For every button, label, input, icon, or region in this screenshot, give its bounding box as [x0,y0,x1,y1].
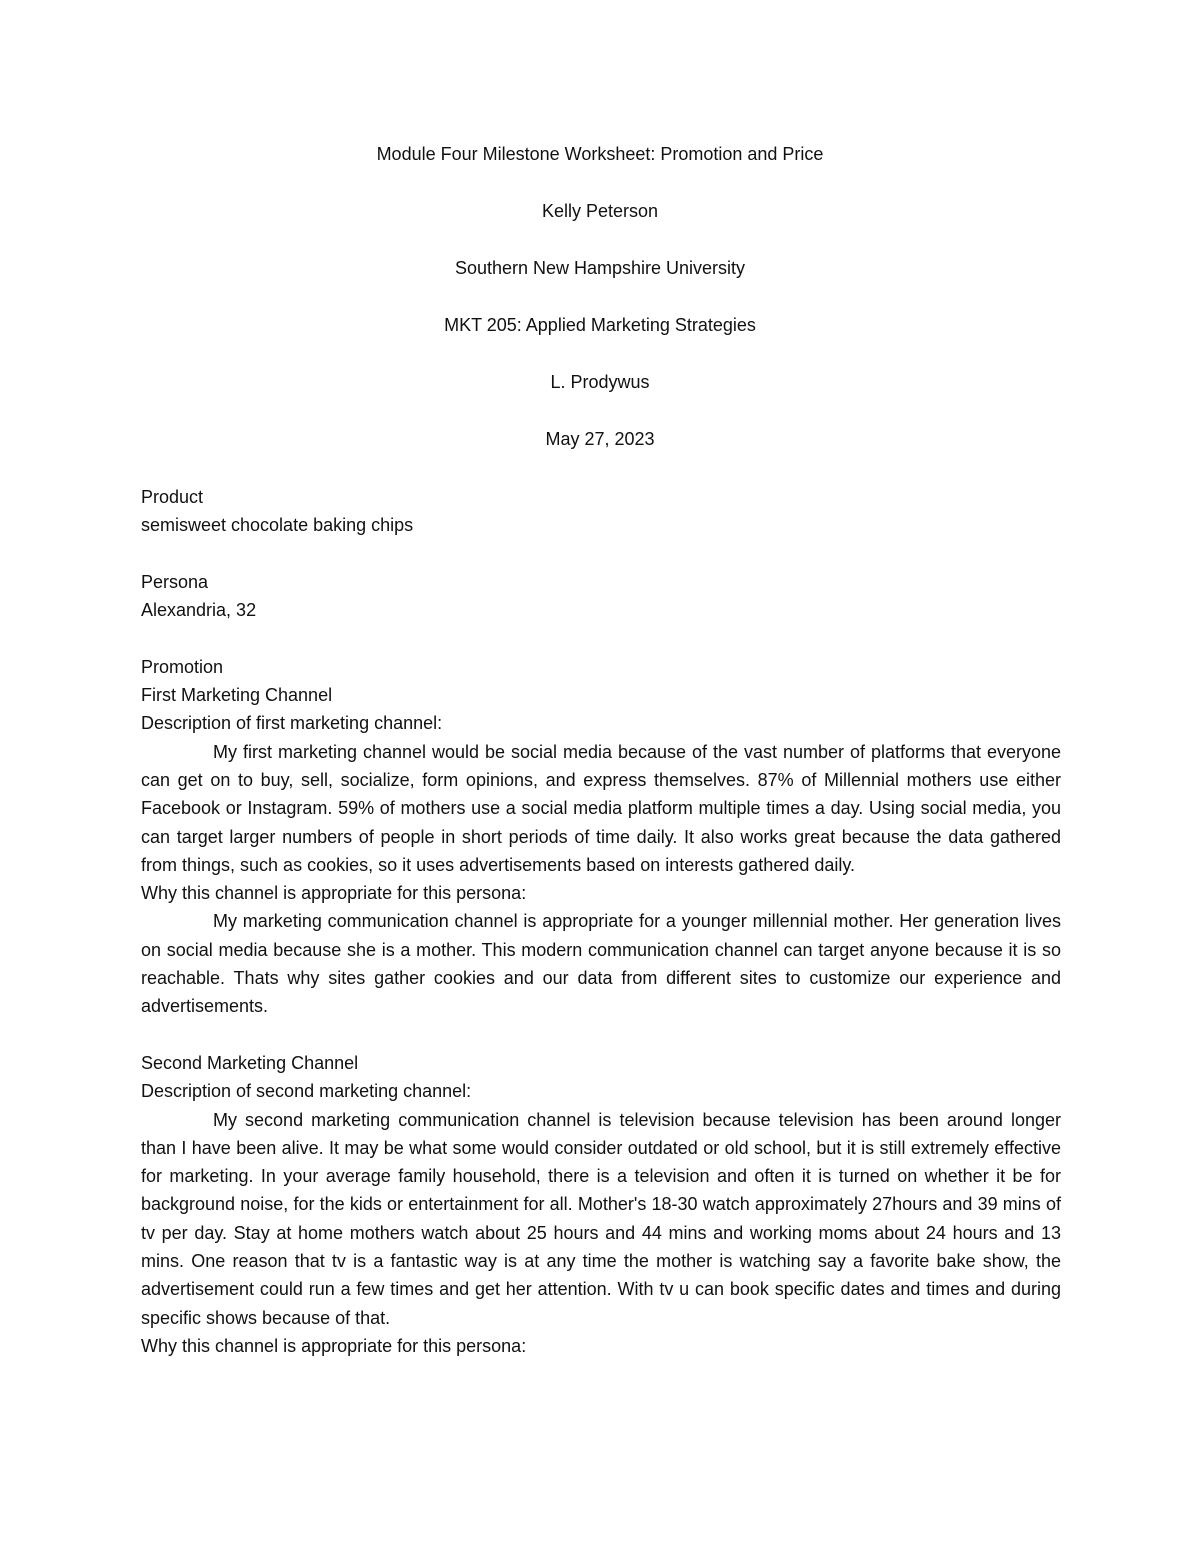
course-name: MKT 205: Applied Marketing Strategies [444,315,756,335]
first-channel-why-label: Why this channel is appropriate for this persona: [141,883,527,904]
spacer [141,1021,1061,1049]
document-date: May 27, 2023 [545,429,655,449]
institution-name: Southern New Hampshire University [454,258,746,278]
second-channel-description-label: Description of second marketing channel: [141,1081,472,1102]
second-channel-description: My second marketing communication channel is television because television has been around longer than I have been alive. It may be what some would consider outdated or old school, but it is still extremely effective for marketing. In your average family household, there is a television and often it is turned on whether it be for background noise, for the kids or entertainment for all. Mother's 18-30 watch approximately 27hours and 39 mins of tv per day. Stay at home mothers watch about 25 hours and 44 mins and working moms about 24 hours and 13 mins. One reason that tv is a fantastic way is at any time the mother is watching say a favorite bake show, the advertisement could run a few times and get her attention. With tv u can book specific dates and times and during specific shows because of that. [141,1109,1061,1328]
second-channel-heading: Second Marketing Channel [141,1052,359,1073]
title-page-block [0,140,1200,482]
author-name: Kelly Peterson [541,201,659,221]
first-channel-description: My first marketing channel would be social media because of the vast number of platforms that everyone can get on to buy, sell, socialize, form opinions, and express themselves. 87% of Millennial mothers use either Facebook or Instagram. 59% of mothers use a social media platform multiple times a day. Using social media, you can target larger numbers of people in short periods of time daily. It also works great because the data gathered from things, such as cookies, so it uses advertisements based on interests gathered daily. [141,741,1061,875]
product-value: semisweet chocolate baking chips [141,515,414,536]
instructor-name: L. Prodywus [550,372,650,392]
document-title: Module Four Milestone Worksheet: Promotion and Price [376,144,824,164]
first-channel-description-label: Description of first marketing channel: [141,713,443,734]
promotion-heading: Promotion [141,656,224,677]
first-channel-why: My marketing communication channel is appropriate for a younger millennial mother. Her generation lives on social media because she is a mother. This modern communication channel can target anyone because it is so reachable. Thats why sites gather cookies and our data from different sites to customize our experience and advertisements. [141,911,1061,1017]
document-body [141,483,1061,1360]
spacer [141,540,1061,568]
first-channel-heading: First Marketing Channel [141,685,333,706]
persona-heading: Persona [141,571,209,592]
spacer [141,624,1061,652]
second-channel-why-label: Why this channel is appropriate for this persona: [141,1335,527,1356]
persona-value: Alexandria, 32 [141,600,257,621]
product-heading: Product [141,487,204,507]
